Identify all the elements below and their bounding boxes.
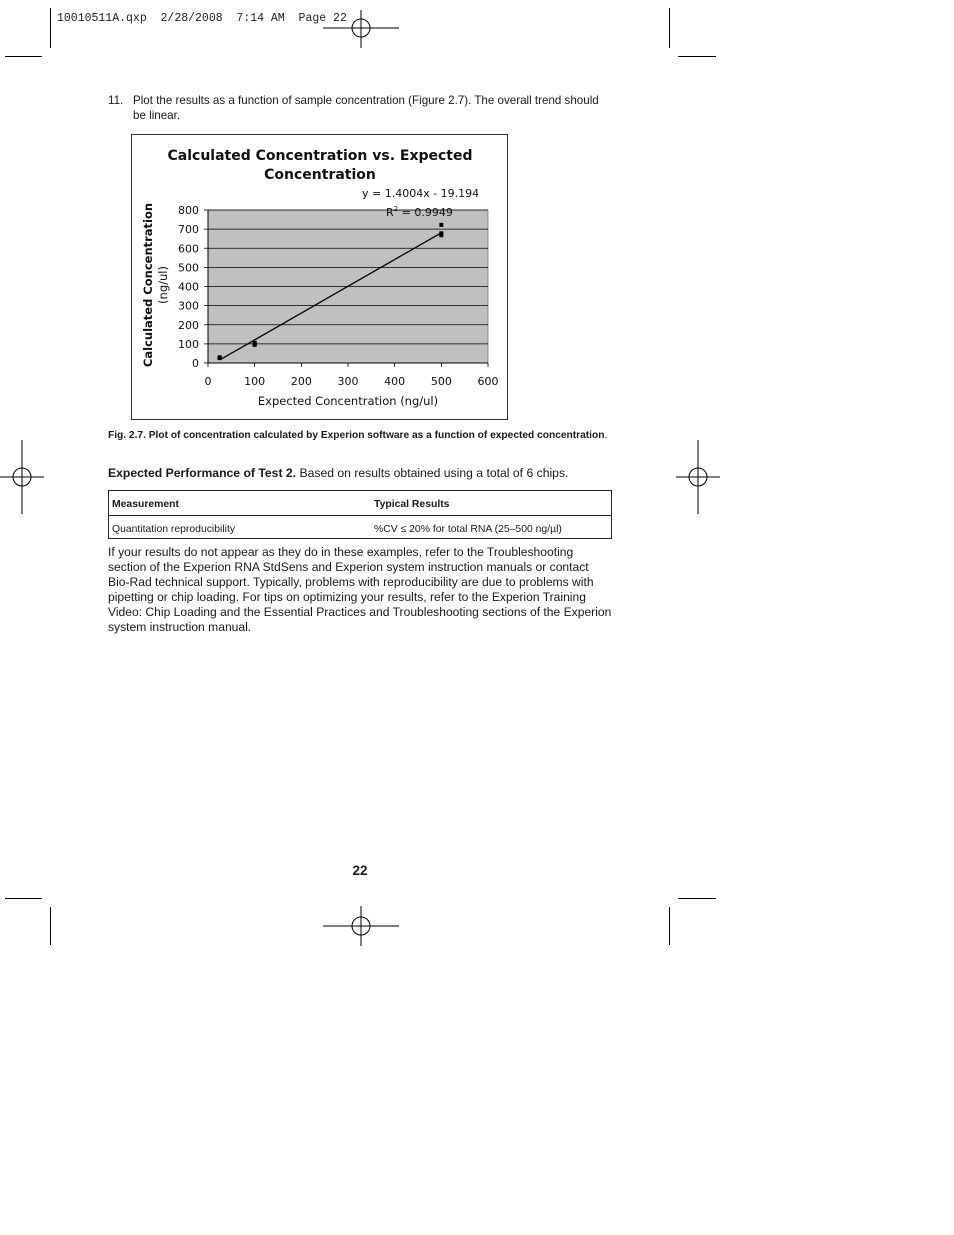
print-slug: 10010511A.qxp 2/28/2008 7:14 AM Page 22: [57, 12, 347, 25]
y-tick-label: 400: [178, 280, 199, 294]
registration-mark-right: [676, 440, 720, 514]
chart-title-line-2: Concentration: [264, 167, 376, 183]
crop-mark: [669, 8, 670, 48]
crop-mark: [50, 907, 51, 945]
y-tick-label: 500: [178, 261, 199, 275]
crop-mark: [678, 56, 716, 57]
caption-period: .: [604, 430, 608, 441]
registration-mark-left: [0, 440, 44, 514]
y-tick-label: 200: [178, 318, 199, 332]
data-point: [218, 356, 222, 360]
y-tick-labels: [178, 204, 199, 370]
crop-mark: [669, 907, 670, 945]
x-tick-label: 200: [290, 375, 312, 388]
crop-mark: [5, 56, 42, 57]
performance-statement: [108, 465, 628, 481]
data-point: [439, 233, 443, 237]
data-point: [439, 223, 443, 227]
r-squared-value: = 0.9949: [398, 206, 453, 219]
table-header-typical-results: Typical Results: [374, 499, 450, 510]
x-tick-label: 500: [430, 375, 452, 388]
performance-text: Based on results obtained using a total of 6 chips.: [296, 466, 569, 480]
crop-mark: [678, 898, 716, 899]
y-axis-label: Calculated Concentration: [141, 202, 155, 368]
y-tick-label: 700: [178, 223, 199, 237]
registration-mark-top: [323, 10, 399, 50]
step-number: 11.: [108, 94, 124, 107]
caption-text: Fig. 2.7. Plot of concentration calculated by Experion software as a function of expected concentration: [108, 430, 605, 441]
results-table: [108, 490, 612, 539]
x-tick-label: 400: [384, 375, 406, 388]
troubleshooting-paragraph: If your results do not appear as they do in these examples, refer to the Troubleshooting section of the Experion RNA StdSens and Experion system instruction manuals or contact Bio-Rad technical support. Typically, problems with reproducibility are due to problems with pipetting or chip loading. For tips on optimizing your results, refer to the Experion Training Video: Chip Loading and the Essential Practices and Troubleshooting sections of the Experion system instruction manual.: [108, 545, 612, 634]
x-tick-labels: [205, 375, 499, 388]
x-tick-label: 0: [204, 375, 212, 388]
x-tick-label: 600: [477, 375, 499, 388]
regression-equation: y = 1.4004x - 19.194: [362, 187, 480, 200]
y-tick-label: 100: [178, 337, 199, 351]
data-point: [253, 343, 257, 347]
table-header-row: [109, 491, 611, 516]
chart-frame: [131, 134, 508, 420]
crop-mark: [5, 898, 42, 899]
table-cell-typical-result: %CV ≤ 20% for total RNA (25–500 ng/µl): [374, 524, 562, 535]
table-cell-measurement: Quantitation reproducibility: [112, 524, 236, 535]
y-tick-label: 800: [178, 204, 199, 217]
crop-mark: [50, 8, 51, 48]
y-tick-label: 300: [178, 299, 199, 313]
figure-caption: [108, 429, 608, 443]
concentration-chart: [132, 135, 507, 419]
registration-mark-bottom: [323, 906, 399, 946]
table-header-measurement: Measurement: [112, 499, 179, 510]
r-squared-label: R: [386, 206, 394, 219]
x-axis-label: Expected Concentration (ng/ul): [257, 394, 439, 408]
y-axis-unit: (ng/ul): [156, 266, 170, 304]
r-squared-superscript: 2: [393, 205, 399, 213]
x-tick-label: 300: [337, 375, 359, 388]
y-tick-label: 0: [192, 357, 199, 370]
y-tick-label: 600: [178, 242, 199, 256]
step-text: Plot the results as a function of sample concentration (Figure 2.7). The overall trend should be linear.: [133, 94, 599, 122]
x-tick-label: 100: [244, 375, 266, 388]
chart-title-line-1: Calculated Concentration vs. Expected: [167, 148, 473, 164]
page-number: 22: [352, 863, 368, 878]
performance-lead: Expected Performance of Test 2.: [108, 466, 297, 480]
